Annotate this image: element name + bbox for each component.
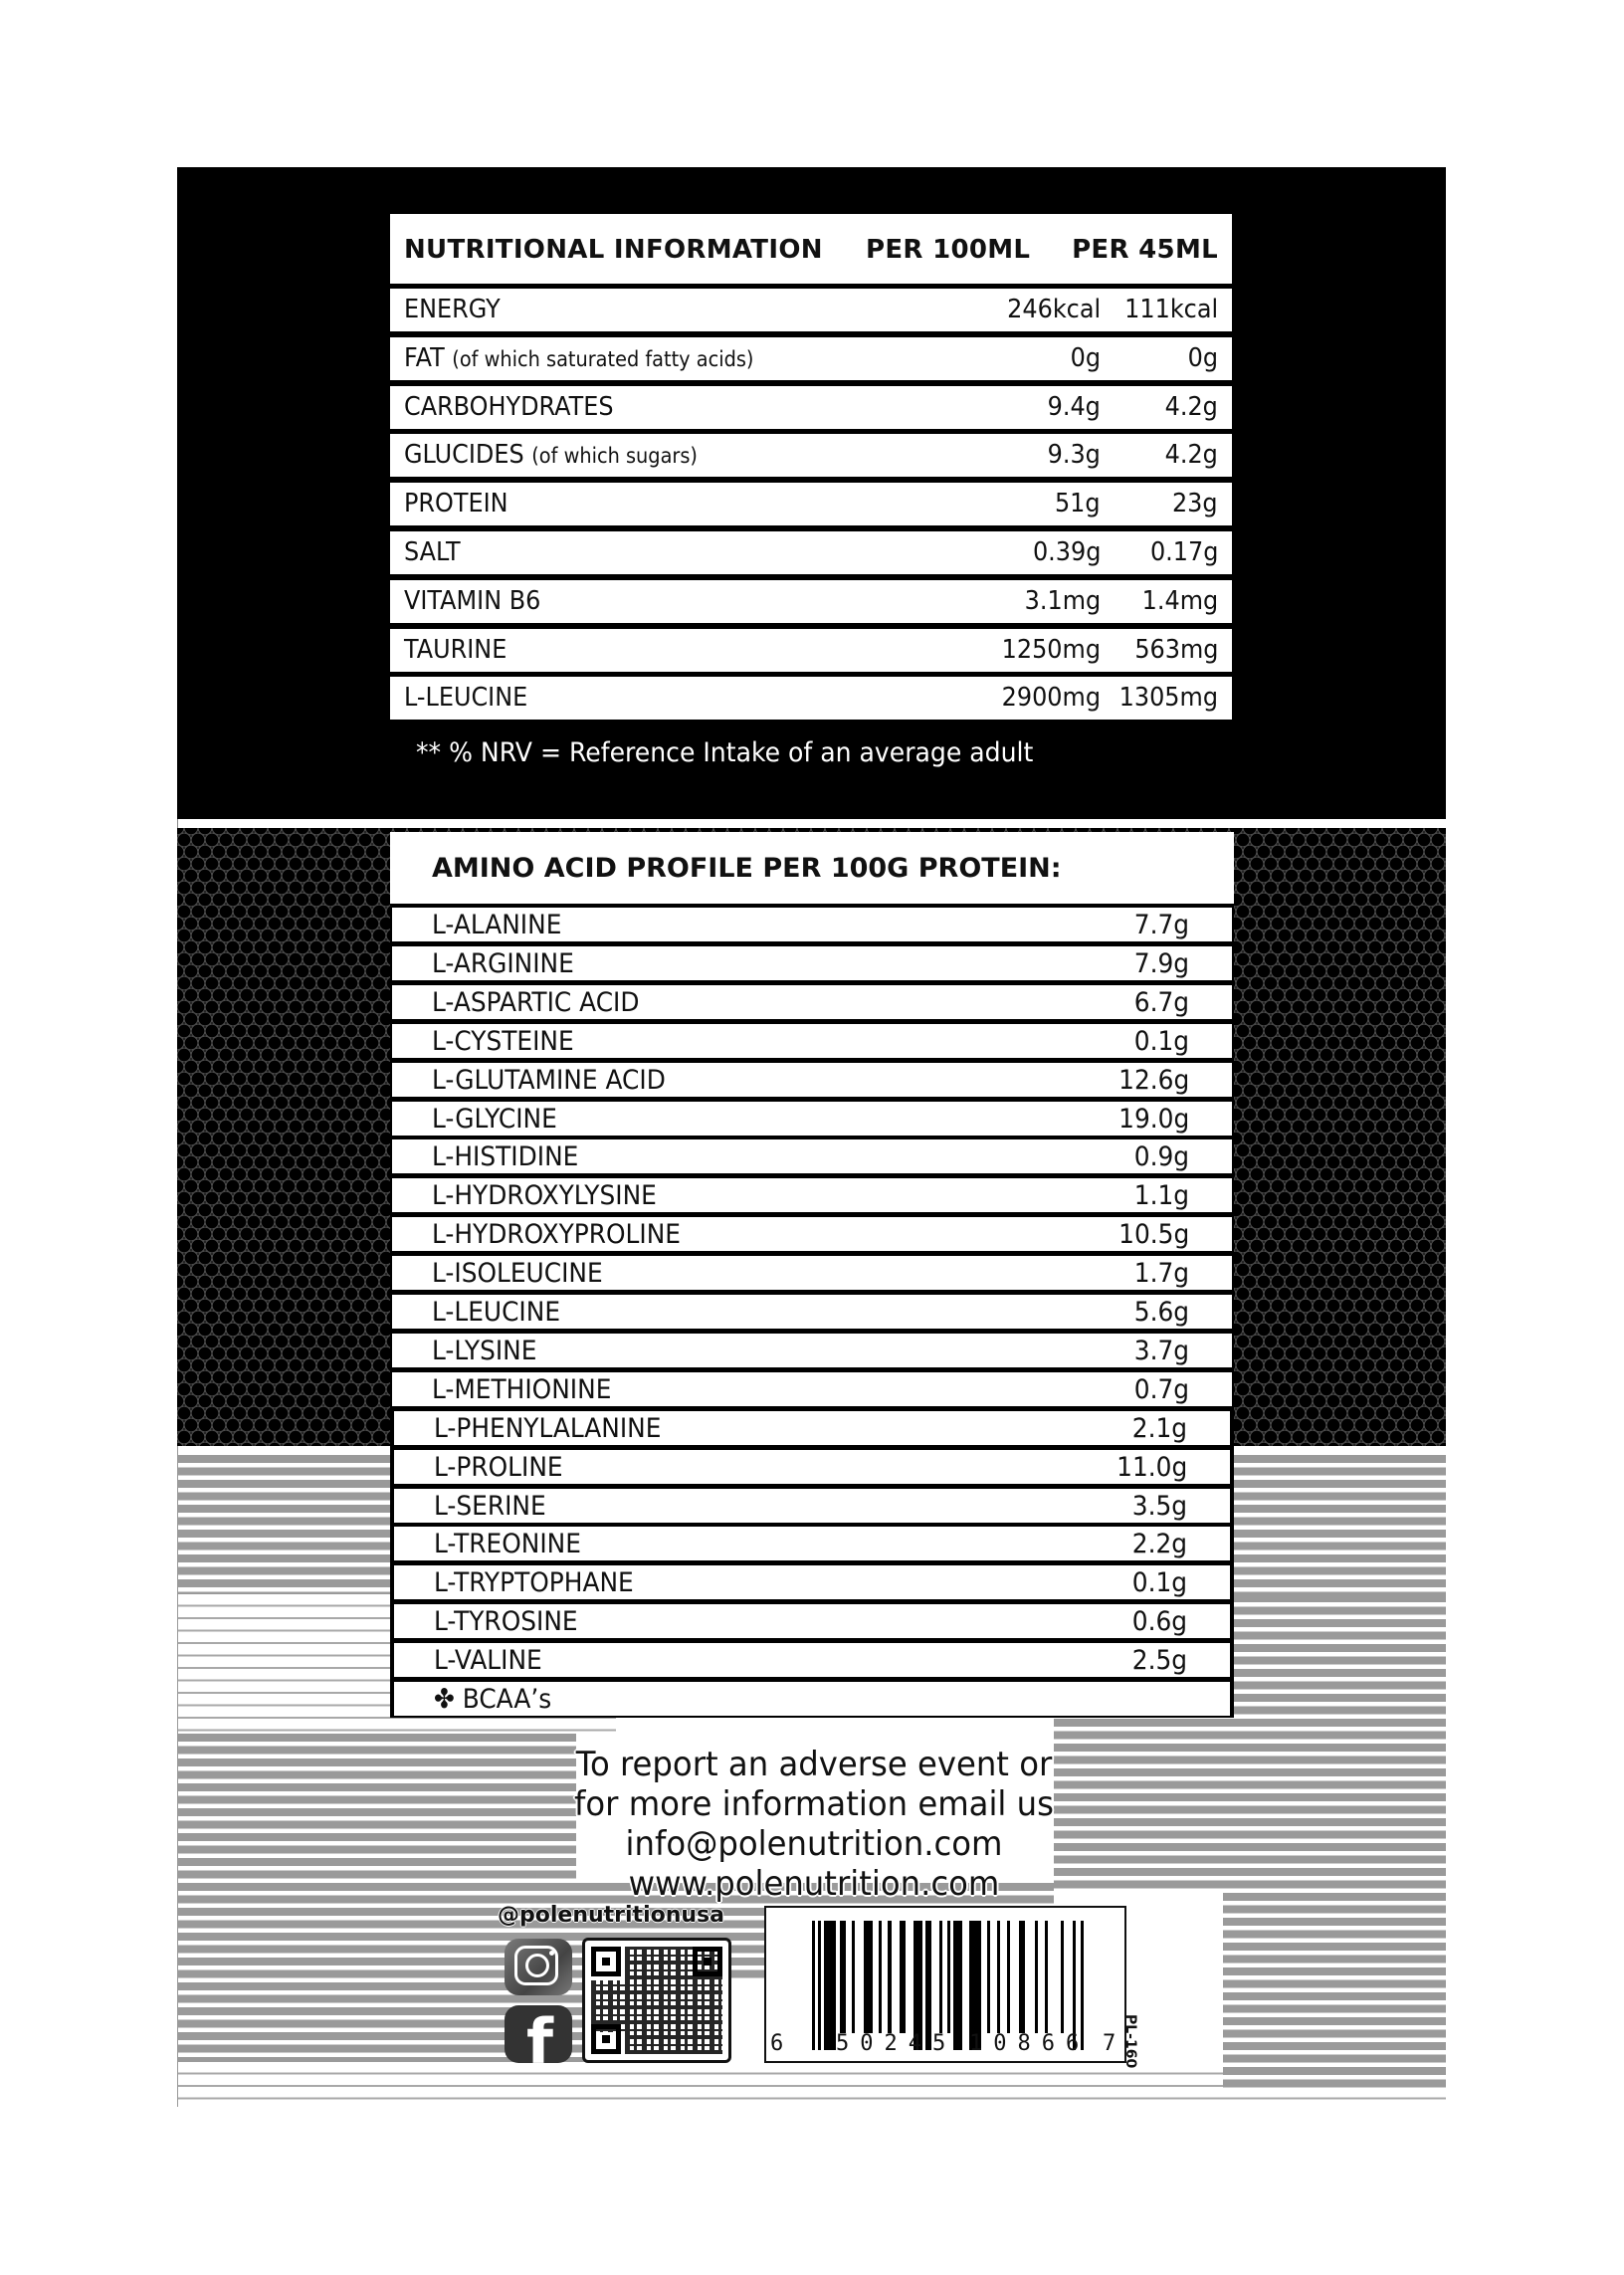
nutrient-label: VITAMIN B6 — [404, 585, 541, 616]
value-per-100ml: 0.39g — [1032, 537, 1101, 567]
amino-value: 0.9g — [1133, 1141, 1189, 1173]
amino-row — [394, 1450, 1230, 1484]
value-per-100ml: 51g — [1055, 489, 1101, 519]
amino-row — [392, 1178, 1232, 1212]
amino-label: ✤ BCAA’s — [434, 1684, 552, 1715]
amino-label: L-ALANINE — [432, 910, 562, 940]
amino-label: L-HYDROXYLYSINE — [432, 1180, 657, 1212]
amino-value: 0.6g — [1131, 1606, 1187, 1638]
amino-value: 3.5g — [1131, 1490, 1187, 1522]
amino-row — [394, 1682, 1230, 1716]
amino-value: 0.1g — [1131, 1567, 1187, 1599]
stripe-band — [1223, 1893, 1446, 2092]
amino-label: L-GLYCINE — [432, 1103, 557, 1135]
nutrition-row — [390, 677, 1232, 720]
amino-row — [392, 908, 1232, 941]
amino-label: L-CYSTEINE — [432, 1025, 574, 1057]
amino-label: L-HISTIDINE — [432, 1141, 579, 1173]
nutrition-row — [390, 531, 1232, 574]
amino-row — [392, 1372, 1232, 1406]
amino-value: 0.1g — [1133, 1025, 1189, 1057]
amino-value: 6.7g — [1133, 986, 1189, 1018]
product-code: PL-160 — [1122, 2014, 1138, 2069]
nutrient-label: PROTEIN — [404, 489, 508, 519]
nutrition-row — [390, 289, 1232, 331]
amino-label: L-LEUCINE — [432, 1297, 561, 1328]
amino-acid-table — [390, 832, 1234, 1718]
amino-value: 2.1g — [1131, 1412, 1187, 1444]
label-panel — [177, 167, 1446, 2107]
value-per-45ml: 0g — [1187, 342, 1218, 373]
nutrient-label: TAURINE — [404, 634, 508, 665]
nutrition-row — [390, 580, 1232, 623]
value-per-100ml: 9.4g — [1047, 391, 1101, 422]
value-per-100ml: 0g — [1070, 342, 1101, 373]
amino-row — [394, 1527, 1230, 1560]
amino-value: 12.6g — [1117, 1064, 1189, 1096]
amino-row — [392, 1334, 1232, 1367]
contact-email[interactable]: info@polenutrition.com — [625, 1824, 1003, 1864]
amino-label: L-ISOLEUCINE — [432, 1258, 603, 1290]
value-per-100ml: 1250mg — [1001, 634, 1101, 665]
nutrition-row — [390, 483, 1232, 525]
facebook-icon: f — [505, 2005, 572, 2063]
column-header-per-100ml: PER 100ML — [866, 235, 1031, 265]
amino-row — [392, 1102, 1232, 1136]
section-divider — [177, 819, 1447, 828]
amino-row — [394, 1643, 1230, 1677]
barcode-bars — [802, 1921, 1101, 2033]
amino-value: 7.9g — [1133, 947, 1189, 979]
amino-label: L-SERINE — [434, 1490, 546, 1522]
amino-label: L-VALINE — [434, 1645, 542, 1677]
amino-row — [392, 1024, 1232, 1058]
amino-row — [392, 1063, 1232, 1097]
amino-value: 1.7g — [1133, 1258, 1189, 1290]
value-per-45ml: 563mg — [1133, 634, 1218, 665]
amino-label: L-METHIONINE — [432, 1373, 612, 1405]
nutrition-table-header — [390, 214, 1232, 284]
amino-row — [394, 1489, 1230, 1523]
nutrient-label: CARBOHYDRATES — [404, 391, 614, 422]
value-per-45ml: 1.4mg — [1141, 585, 1218, 616]
amino-row — [392, 1295, 1232, 1329]
value-per-45ml: 1305mg — [1118, 683, 1218, 714]
amino-row — [394, 1565, 1230, 1599]
amino-row — [392, 985, 1232, 1019]
nutrition-row — [390, 629, 1232, 672]
amino-label: L-TREONINE — [434, 1529, 581, 1560]
qr-code — [582, 1938, 731, 2063]
value-per-45ml: 111kcal — [1124, 295, 1218, 324]
amino-value: 0.7g — [1133, 1373, 1189, 1405]
contact-line-2: for more information email us — [574, 1784, 1054, 1824]
amino-label: L-ARGININE — [432, 947, 574, 979]
value-per-45ml: 0.17g — [1149, 537, 1218, 567]
amino-value: 5.6g — [1133, 1297, 1189, 1328]
nutrient-label: SALT — [404, 537, 461, 567]
amino-row — [392, 946, 1232, 980]
nutrient-label: L-LEUCINE — [404, 683, 528, 714]
amino-label: L-TRYPTOPHANE — [434, 1567, 634, 1599]
value-per-45ml: 23g — [1172, 489, 1218, 519]
amino-value: 2.5g — [1131, 1645, 1187, 1677]
amino-row — [394, 1604, 1230, 1638]
qr-finder — [591, 1947, 621, 1976]
value-per-100ml: 9.3g — [1047, 440, 1101, 471]
amino-value: 7.7g — [1133, 910, 1189, 940]
contact-line-1: To report an adverse event or — [575, 1745, 1053, 1784]
nutrition-row — [390, 337, 1232, 380]
nrv-footnote: ** % NRV = Reference Intake of an average adult — [416, 737, 1034, 768]
nutrient-label: ENERGY — [404, 295, 501, 324]
amino-table-header — [390, 832, 1234, 904]
column-header-per-45ml: PER 45ML — [1072, 235, 1218, 265]
amino-label: L-LYSINE — [432, 1335, 537, 1366]
amino-value: 1.1g — [1133, 1180, 1189, 1212]
amino-value: 19.0g — [1117, 1103, 1189, 1135]
barcode: 6 50245 10866 7 — [764, 1906, 1126, 2063]
contact-info — [506, 1745, 1122, 1904]
amino-label: L-HYDROXYPROLINE — [432, 1219, 681, 1251]
amino-value: 11.0g — [1116, 1451, 1187, 1483]
amino-title: AMINO ACID PROFILE PER 100G PROTEIN: — [432, 853, 1062, 884]
amino-row — [392, 1217, 1232, 1251]
contact-website[interactable]: www.polenutrition.com — [628, 1864, 1000, 1904]
value-per-45ml: 4.2g — [1164, 391, 1218, 422]
amino-row — [394, 1411, 1230, 1445]
amino-value: 10.5g — [1117, 1219, 1189, 1251]
value-per-100ml: 3.1mg — [1024, 585, 1101, 616]
value-per-45ml: 4.2g — [1164, 440, 1218, 471]
amino-row — [392, 1256, 1232, 1290]
amino-label: L-ASPARTIC ACID — [432, 986, 640, 1018]
nutrient-label: GLUCIDES (of which sugars) — [404, 440, 698, 471]
value-per-100ml: 2900mg — [1001, 683, 1101, 714]
amino-label: L-PHENYLALANINE — [434, 1412, 662, 1444]
amino-label: L-GLUTAMINE ACID — [432, 1064, 666, 1096]
nutrition-row — [390, 434, 1232, 477]
value-per-100ml: 246kcal — [1007, 295, 1101, 324]
amino-value: 2.2g — [1131, 1529, 1187, 1560]
nutrient-label: FAT (of which saturated fatty acids) — [404, 342, 754, 373]
nutrition-table — [390, 214, 1232, 719]
amino-label: L-PROLINE — [434, 1451, 563, 1483]
instagram-icon — [505, 1939, 572, 1995]
social-handle: @polenutritionusa — [498, 1903, 724, 1928]
nutrition-row — [390, 386, 1232, 429]
amino-row — [392, 1139, 1232, 1173]
amino-label: L-TYROSINE — [434, 1606, 578, 1638]
amino-value: 3.7g — [1133, 1335, 1189, 1366]
nutrition-title: NUTRITIONAL INFORMATION — [404, 235, 823, 265]
